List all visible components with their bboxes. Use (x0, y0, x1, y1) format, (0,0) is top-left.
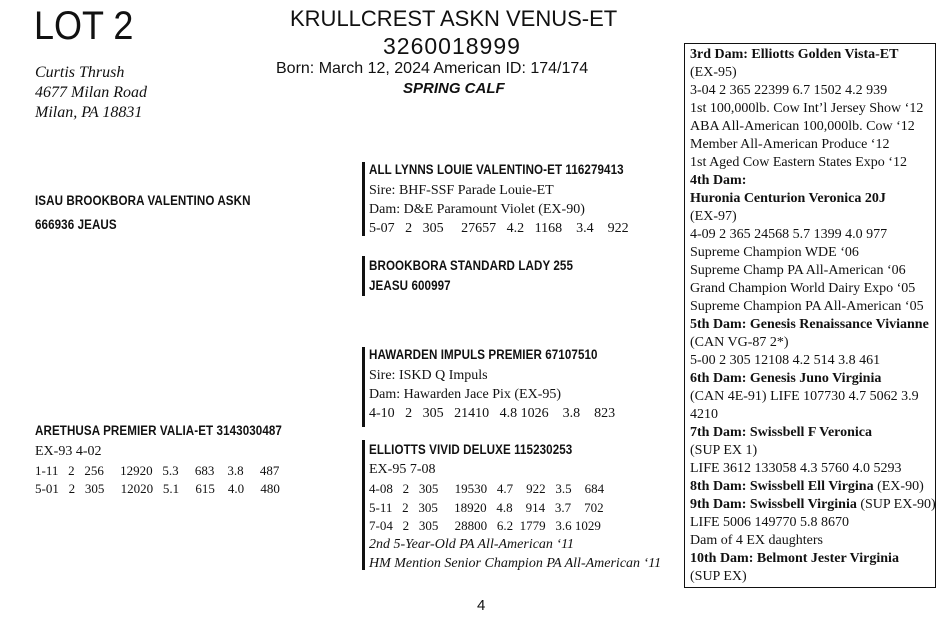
maternal-line (690, 389, 919, 405)
maternal-line-text: LIFE 5006 149770 5.8 8670 (690, 515, 850, 530)
maternal-line (690, 479, 924, 495)
maternal-line-text: (EX-97) (690, 209, 737, 224)
dam-sire-record (369, 405, 615, 423)
maternal-line-text: Huronia Centurion Veronica 20J (690, 191, 886, 206)
maternal-line (690, 191, 886, 207)
maternal-line-suffix: (EX-90) (873, 479, 924, 494)
maternal-line (690, 209, 737, 225)
dam-name: ARETHUSA PREMIER VALIA-ET 3143030487 (35, 423, 282, 438)
record-text: 5-07 2 305 27657 4.2 1168 3.4 922 (369, 221, 629, 236)
sire-reg: 666936 JEAUS (35, 217, 117, 232)
dam-dam-honor-2: HM Mention Senior Champion PA All-American ‘11 (369, 556, 662, 571)
maternal-line (690, 227, 887, 243)
maternal-line (690, 353, 880, 369)
maternal-line-text: 3rd Dam: Elliotts Golden Vista-ET (690, 47, 899, 62)
pedigree-bracket (362, 162, 365, 236)
record-text: 4-10 2 305 21410 4.8 1026 3.8 823 (369, 406, 616, 421)
sire-dam-name: BROOKBORA STANDARD LADY 255 (369, 258, 574, 273)
maternal-line-text: 1st Aged Cow Eastern States Expo ‘12 (690, 155, 907, 170)
maternal-line-text: 5th Dam: Genesis Renaissance Vivianne (690, 317, 929, 332)
maternal-line (690, 245, 859, 261)
maternal-line (690, 173, 746, 189)
maternal-line (690, 533, 823, 549)
dam-sire-name: HAWARDEN IMPULS PREMIER 67107510 (369, 347, 598, 362)
pedigree-bracket (362, 347, 365, 427)
maternal-line (690, 425, 872, 441)
maternal-line-text: 4th Dam: (690, 173, 747, 188)
birth-info: Born: March 12, 2024 American ID: 174/174 (276, 60, 589, 77)
owner-name: Curtis Thrush (35, 64, 125, 81)
animal-name: KRULLCREST ASKN VENUS-ET (290, 6, 618, 31)
maternal-line-text: Dam of 4 EX daughters (690, 533, 823, 548)
maternal-line (690, 65, 737, 81)
maternal-line-text: ABA All-American 100,000lb. Cow ‘12 (690, 119, 915, 134)
dam-sire-dam: Dam: Hawarden Jace Pix (EX-95) (369, 387, 562, 402)
maternal-line-text: (EX-95) (690, 65, 737, 80)
dam-records (35, 462, 280, 498)
maternal-line-text: 3-04 2 365 22399 6.7 1502 4.2 939 (690, 83, 888, 98)
maternal-line (690, 263, 906, 279)
maternal-line-text: (CAN 4E-91) LIFE 107730 4.7 5062 3.9 (690, 389, 919, 404)
sire-name: ISAU BROOKBORA VALENTINO ASKN (35, 193, 251, 208)
animal-registration-number: 3260018999 (383, 33, 521, 59)
maternal-line (690, 461, 902, 477)
maternal-line (690, 551, 899, 567)
maternal-line-text: 1st 100,000lb. Cow Int’l Jersey Show ‘12 (690, 101, 924, 116)
owner-street: 4677 Milan Road (35, 84, 147, 101)
maternal-line (690, 83, 887, 99)
class-label: SPRING CALF (403, 80, 505, 97)
maternal-line (690, 335, 789, 351)
maternal-line (690, 497, 936, 513)
maternal-line (690, 299, 924, 315)
dam-dam-classification: EX-95 7-08 (369, 462, 436, 477)
maternal-line (690, 317, 929, 333)
sire-sire-sire: Sire: BHF-SSF Parade Louie-ET (369, 183, 554, 198)
maternal-line-text: 4-09 2 365 24568 5.7 1399 4.0 977 (690, 227, 888, 242)
dam-dam-records (369, 480, 604, 536)
maternal-line-text: 8th Dam: Swissbell Ell Virgina (690, 479, 874, 494)
pedigree-bracket (362, 256, 365, 296)
dam-dam-record-3: 7-04 2 305 28800 6.2 1779 3.6 1029 (369, 518, 601, 533)
maternal-line (690, 101, 923, 117)
maternal-line (690, 155, 907, 171)
maternal-line-text: Supreme Champion WDE ‘06 (690, 245, 859, 260)
maternal-line (690, 281, 915, 297)
maternal-line-text: 9th Dam: Swissbell Virginia (690, 497, 857, 512)
dam-record-2: 5-01 2 305 12020 5.1 615 4.0 480 (35, 481, 280, 496)
lot-number: LOT 2 (34, 4, 134, 48)
maternal-line-text: Member All-American Produce ‘12 (690, 137, 890, 152)
maternal-line (690, 443, 757, 459)
maternal-line-text: Grand Champion World Dairy Expo ‘05 (690, 281, 916, 296)
maternal-line-text: LIFE 3612 133058 4.3 5760 4.0 5293 (690, 461, 902, 476)
dam-sire-sire: Sire: ISKD Q Impuls (369, 368, 488, 383)
maternal-line-text: 6th Dam: Genesis Juno Virginia (690, 371, 882, 386)
page-number: 4 (477, 597, 486, 614)
maternal-line-text: Supreme Champ PA All-American ‘06 (690, 263, 906, 278)
sire-sire-dam: Dam: D&E Paramount Violet (EX-90) (369, 202, 585, 217)
owner-city: Milan, PA 18831 (35, 104, 143, 121)
maternal-line (690, 371, 881, 387)
maternal-line-text: (SUP EX 1) (690, 443, 758, 458)
maternal-line (690, 137, 889, 153)
maternal-line-text: 7th Dam: Swissbell F Veronica (690, 425, 873, 440)
maternal-line-text: 5-00 2 305 12108 4.2 514 3.8 461 (690, 353, 881, 368)
maternal-line-text: 4210 (690, 407, 718, 422)
sire-dam-reg: JEASU 600997 (369, 278, 451, 293)
dam-classification: EX-93 4-02 (35, 444, 102, 459)
pedigree-bracket (362, 440, 365, 570)
maternal-line-text: Supreme Champion PA All-American ‘05 (690, 299, 924, 314)
maternal-line (690, 515, 849, 531)
sire-sire-record (369, 220, 629, 238)
dam-dam-name: ELLIOTTS VIVID DELUXE 115230253 (369, 442, 573, 457)
maternal-line-text: 10th Dam: Belmont Jester Virginia (690, 551, 899, 566)
maternal-line-text: (SUP EX) (690, 569, 747, 584)
maternal-line (690, 119, 915, 135)
dam-record-1: 1-11 2 256 12920 5.3 683 3.8 487 (35, 463, 280, 478)
dam-dam-record-1: 4-08 2 305 19530 4.7 922 3.5 684 (369, 481, 605, 496)
dam-dam-honor-1: 2nd 5-Year-Old PA All-American ‘11 (369, 537, 575, 552)
dam-dam-record-2: 5-11 2 305 18920 4.8 914 3.7 702 (369, 499, 604, 515)
sire-sire-name: ALL LYNNS LOUIE VALENTINO-ET 116279413 (369, 162, 624, 177)
maternal-line-suffix: (SUP EX-90) (856, 497, 936, 512)
maternal-line-text: (CAN VG-87 2*) (690, 335, 789, 350)
maternal-line (690, 407, 718, 423)
maternal-line (690, 569, 747, 585)
maternal-line (690, 47, 898, 63)
